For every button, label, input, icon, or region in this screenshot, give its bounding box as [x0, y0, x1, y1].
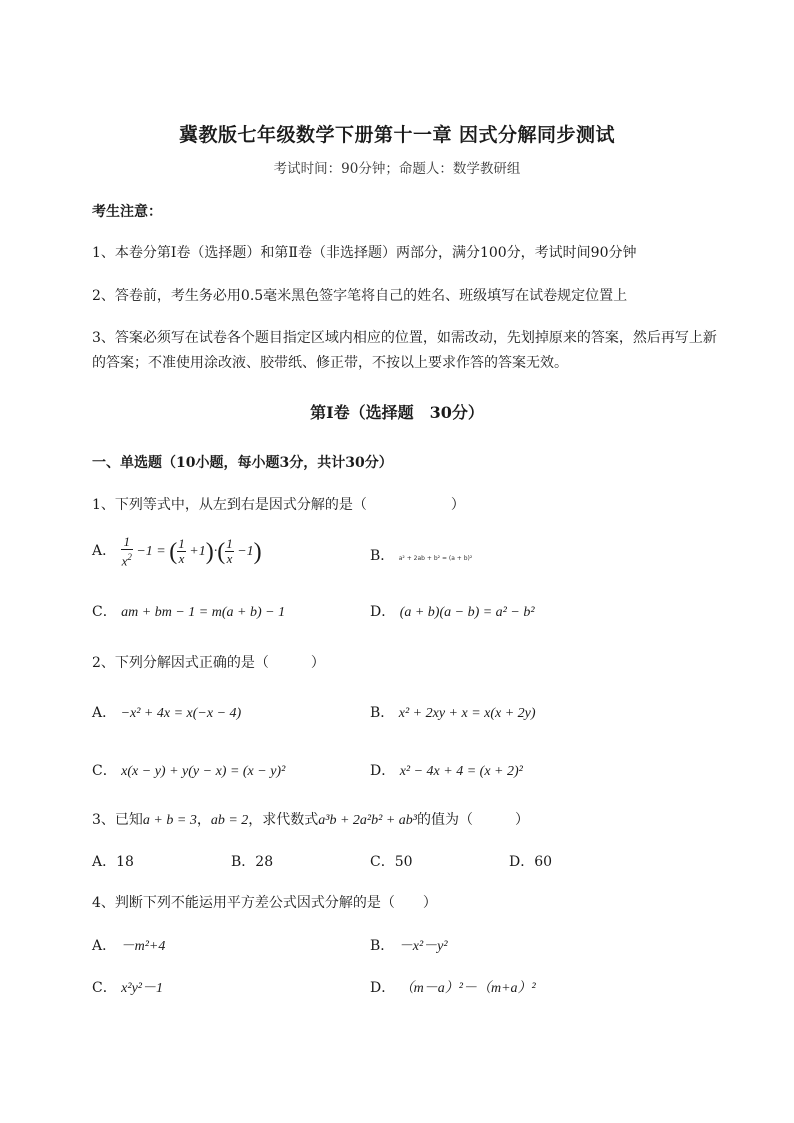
notice-item-1: 1、本卷分第I卷（选择题）和第Ⅱ卷（非选择题）两部分，满分100分，考试时间90分钟: [92, 245, 637, 261]
q4-option-a: [92, 935, 165, 955]
q3-option-a: A．18: [92, 854, 134, 870]
q3-stem-mid: ，求代数式: [248, 812, 319, 828]
q1-option-b: [370, 545, 472, 565]
question-3-stem: [92, 809, 529, 829]
question-1-stem: 1、下列等式中，从左到右是因式分解的是（ ）: [92, 497, 465, 513]
q3-option-b: B．28: [231, 854, 274, 870]
question-4-stem: 4、判断下列不能运用平方差公式因式分解的是（ ）: [92, 895, 437, 911]
section-title: 第I卷（选择题 30分）: [310, 403, 484, 422]
q2-option-c-formula: x(x − y) + y(y − x) = (x − y)²: [121, 764, 286, 779]
q3-stem-prefix: 3、已知: [92, 812, 143, 828]
q4-option-b: [370, 935, 448, 955]
part-heading: 一、单选题（10小题，每小题3分，共计30分）: [92, 455, 393, 471]
option-label: B．: [370, 548, 395, 564]
q3-stem-suffix: 的值为（ ）: [416, 812, 529, 828]
option-label: D．: [370, 980, 396, 996]
q2-option-d: [370, 760, 523, 780]
notice-item-3: 3、答案必须写在试卷各个题目指定区域内相应的位置，如需改动，先划掉原来的答案，然后再写上新: [92, 330, 717, 346]
q4-option-c-formula: x²y²－1: [121, 981, 163, 996]
notice-heading: 考生注意：: [92, 204, 162, 220]
option-label: C．: [92, 980, 117, 996]
q2-option-a-formula: −x² + 4x = x(−x − 4): [120, 706, 242, 721]
option-label: A．: [92, 705, 117, 721]
q1-option-c: [92, 601, 285, 621]
q4-option-d: [370, 977, 536, 997]
option-label: C．: [92, 604, 117, 620]
q2-option-a: [92, 702, 241, 722]
q3-condition-1: a + b = 3: [142, 813, 197, 828]
q1-option-c-formula: am + bm − 1 = m(a + b) − 1: [121, 605, 286, 620]
notice-item-2: 2、答卷前，考生务必用0.5毫米黑色签字笔将自己的姓名、班级填写在试卷规定位置上: [92, 288, 628, 304]
q3-expression: a³b + 2a²b² + ab³: [318, 813, 417, 828]
notice-item-3-cont: 的答案；不准使用涂改液、胶带纸、修正带，不按以上要求作答的答案无效。: [92, 355, 568, 371]
option-label: A．: [92, 542, 117, 559]
option-label: B．: [370, 705, 395, 721]
q2-option-d-formula: x² − 4x + 4 = (x + 2)²: [399, 764, 523, 779]
q1-option-d-formula: (a + b)(a − b) = a² − b²: [399, 605, 535, 620]
option-label: B．: [370, 938, 395, 954]
q3-option-d: D．60: [509, 854, 553, 870]
q1-option-a: [92, 535, 262, 568]
q4-option-d-formula: （m－a）²－（m+a）²: [399, 981, 536, 996]
option-label: D．: [370, 763, 396, 779]
option-label: C．: [92, 763, 117, 779]
q1-option-d: [370, 601, 535, 621]
q2-option-b: [370, 702, 536, 722]
q2-option-c: [92, 760, 285, 780]
q3-option-c: C．50: [370, 854, 413, 870]
q1-option-a-formula: $\frac{1}{x^2}$ −1 = ( $\frac{1}{x}$ +1)·( $\frac{1}{x}$ −1): [121, 534, 262, 569]
option-label: D．: [370, 604, 396, 620]
q1-option-b-formula: a² + 2ab + b² = (a + b)²: [398, 555, 473, 562]
exam-info: 考试时间：90分钟；命题人：数学教研组: [273, 161, 521, 177]
q4-option-b-formula: －x²－y²: [398, 939, 448, 954]
q4-option-c: [92, 977, 163, 997]
page-title: 冀教版七年级数学下册第十一章 因式分解同步测试: [178, 124, 616, 146]
q3-separator: ，: [196, 812, 211, 828]
option-label: A．: [92, 938, 117, 954]
question-2-stem: 2、下列分解因式正确的是（ ）: [92, 655, 325, 671]
q3-condition-2: ab = 2: [210, 813, 249, 828]
q4-option-a-formula: －m²+4: [120, 939, 166, 954]
q2-option-b-formula: x² + 2xy + x = x(x + 2y): [398, 706, 536, 721]
